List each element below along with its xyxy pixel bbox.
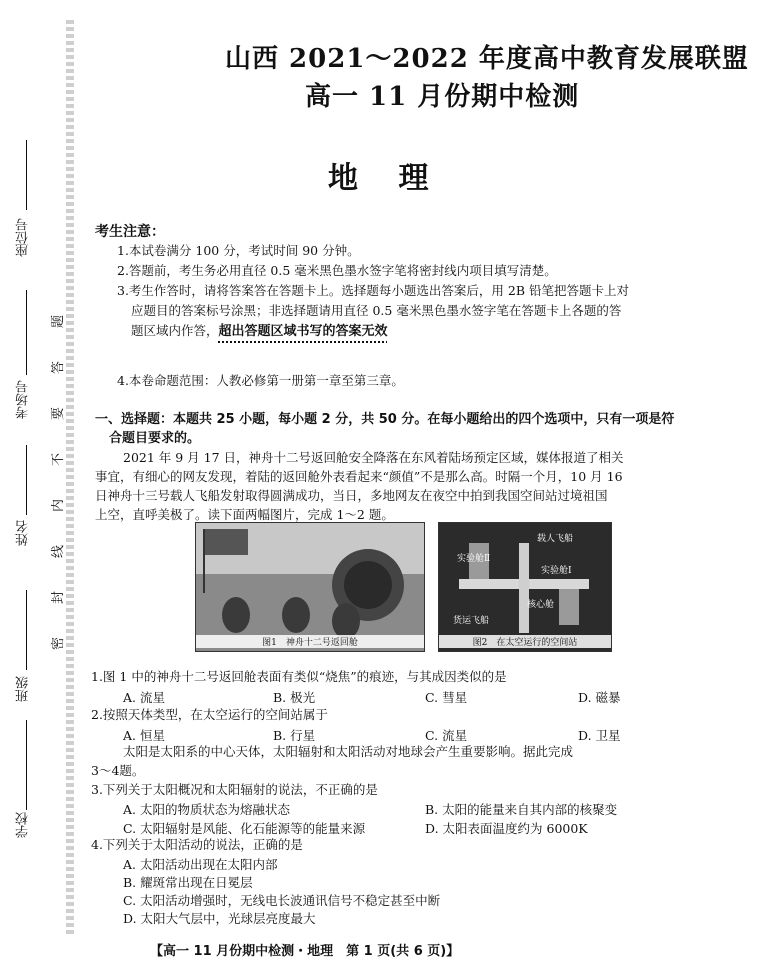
page-footer: 【高一 11 月份期中检测・地理 第 1 页(共 6 页)】 [150, 944, 460, 959]
exam-room-blank-line [26, 290, 27, 375]
school-blank-line [26, 720, 27, 810]
option: C. 彗星 [425, 690, 468, 705]
class-blank-line [26, 590, 27, 670]
subject-title: 地 理 [328, 161, 429, 196]
notice-text: 题区域内作答， [131, 323, 219, 338]
option: D. 磁暴 [578, 690, 621, 705]
question-stem: 3.下列关于太阳概况和太阳辐射的说法，不正确的是 [91, 782, 378, 797]
section-heading [95, 410, 755, 448]
seal-char: 题 [51, 314, 67, 329]
option: D. 太阳表面温度约为 6000K [425, 821, 588, 836]
name-blank-line [26, 445, 27, 515]
section-heading-line: 一、选择题：本题共 25 小题，每小题 2 分，共 50 分。在每小题给出的四个选项中，只有一项是符 [95, 412, 675, 427]
passage-line: 2021 年 9 月 17 日，神舟十二号返回舱安全降落在东风着陆场预定区域，媒体报道了相关 [123, 450, 624, 465]
notice-item: 2.答题前，考生务必用直径 0.5 毫米黑色墨水签字笔将密封线内项目填写清楚。 [117, 263, 557, 278]
seat-label: 座位号 [16, 218, 31, 257]
seal-char: 要 [51, 406, 67, 421]
option: A. 太阳活动出现在太阳内部 [123, 857, 278, 872]
question-stem: 1.图 1 中的神舟十二号返回舱表面有类似“烧焦”的痕迹，与其成因类似的是 [91, 669, 507, 684]
space-station-illustration [439, 523, 611, 651]
binding-strip [0, 0, 80, 969]
exam-title: 山西 2021～2022 年度高中教育发展联盟 [225, 44, 749, 74]
seal-char: 线 [51, 544, 67, 559]
question-stem: 2.按照天体类型，在太空运行的空间站属于 [91, 707, 328, 722]
seal-char: 封 [51, 590, 67, 605]
passage-line: 上空，直呼美极了。读下面两幅图片，完成 1～2 题。 [95, 507, 394, 522]
option: B. 行星 [273, 728, 316, 743]
figure-2-label: 货运飞船 [453, 616, 490, 626]
notice-heading: 考生注意： [95, 224, 165, 240]
notice-item: 4.本卷命题范围：人教必修第一册第一章至第三章。 [117, 373, 404, 388]
figure-1-photo [195, 522, 425, 652]
passage-line: 日神舟十三号载人飞船发射取得圆满成功，当日，多地网友在夜空中拍到我国空间站过境祖国 [95, 488, 608, 503]
figure-2-label: 实验舱Ⅱ [457, 554, 491, 564]
seal-char: 答 [51, 360, 67, 375]
passage-line: 3～4题。 [91, 763, 145, 778]
exam-subtitle: 高一 11 月份期中检测 [305, 82, 580, 112]
seal-dotted-line [66, 20, 74, 935]
figure-2-label: 载人飞船 [537, 534, 574, 544]
option: D. 太阳大气层中，光球层亮度最大 [123, 911, 316, 926]
passage-line: 事宜，有细心的网友发现，着陆的返回舱外表看起来“颜值”不是那么高。时隔一个月，10 月 16 [95, 469, 623, 484]
option: D. 卫星 [578, 728, 621, 743]
figure-2-label: 核心舱 [527, 600, 555, 610]
notice-item: 应题目的答案标号涂黑；非选择题请用直径 0.5 毫米黑色墨水签字笔在答题卡上各题的答 [131, 303, 622, 318]
exam-room-label: 考场号 [16, 380, 31, 419]
passage-line: 太阳是太阳系的中心天体，太阳辐射和太阳活动对地球会产生重要影响。据此完成 [123, 744, 574, 759]
section-heading-line: 合题目要求的。 [109, 431, 201, 446]
option: A. 流星 [123, 690, 165, 705]
question-stem: 4.下列关于太阳活动的说法，正确的是 [91, 837, 303, 852]
seal-char: 密 [51, 636, 67, 651]
name-label: 姓名 [16, 520, 31, 546]
figure-1-caption: 图1 神舟十二号返回舱 [196, 635, 424, 648]
option: C. 太阳辐射是风能、化石能源等的能量来源 [123, 821, 366, 836]
seal-char: 不 [51, 452, 67, 467]
option: A. 恒星 [123, 728, 165, 743]
figure-2-photo [438, 522, 612, 652]
notice-item [131, 321, 388, 341]
figure-2-caption: 图2 在太空运行的空间站 [439, 635, 611, 648]
capsule-photo-illustration [196, 523, 424, 651]
option: B. 极光 [273, 690, 316, 705]
option: B. 太阳的能量来自其内部的核聚变 [425, 802, 618, 817]
option: C. 太阳活动增强时，无线电长波通讯信号不稳定甚至中断 [123, 893, 441, 908]
school-label: 学校 [16, 812, 31, 838]
option: B. 耀斑常出现在日冕层 [123, 875, 253, 890]
seat-blank-line [26, 140, 27, 210]
option: C. 流星 [425, 728, 468, 743]
notice-item: 1.本试卷满分 100 分，考试时间 90 分钟。 [117, 243, 360, 258]
figure-2-label: 实验舱Ⅰ [541, 566, 572, 576]
notice-item: 3.考生作答时，请将答案答在答题卡上。选择题每小题选出答案后，用 2B 铅笔把答题卡上对 [117, 283, 630, 298]
class-label: 班级 [16, 676, 31, 702]
seal-char: 内 [51, 498, 67, 513]
option: A. 太阳的物质状态为熔融状态 [123, 802, 290, 817]
emphasis-text: 超出答题区域书写的答案无效 [218, 324, 388, 339]
